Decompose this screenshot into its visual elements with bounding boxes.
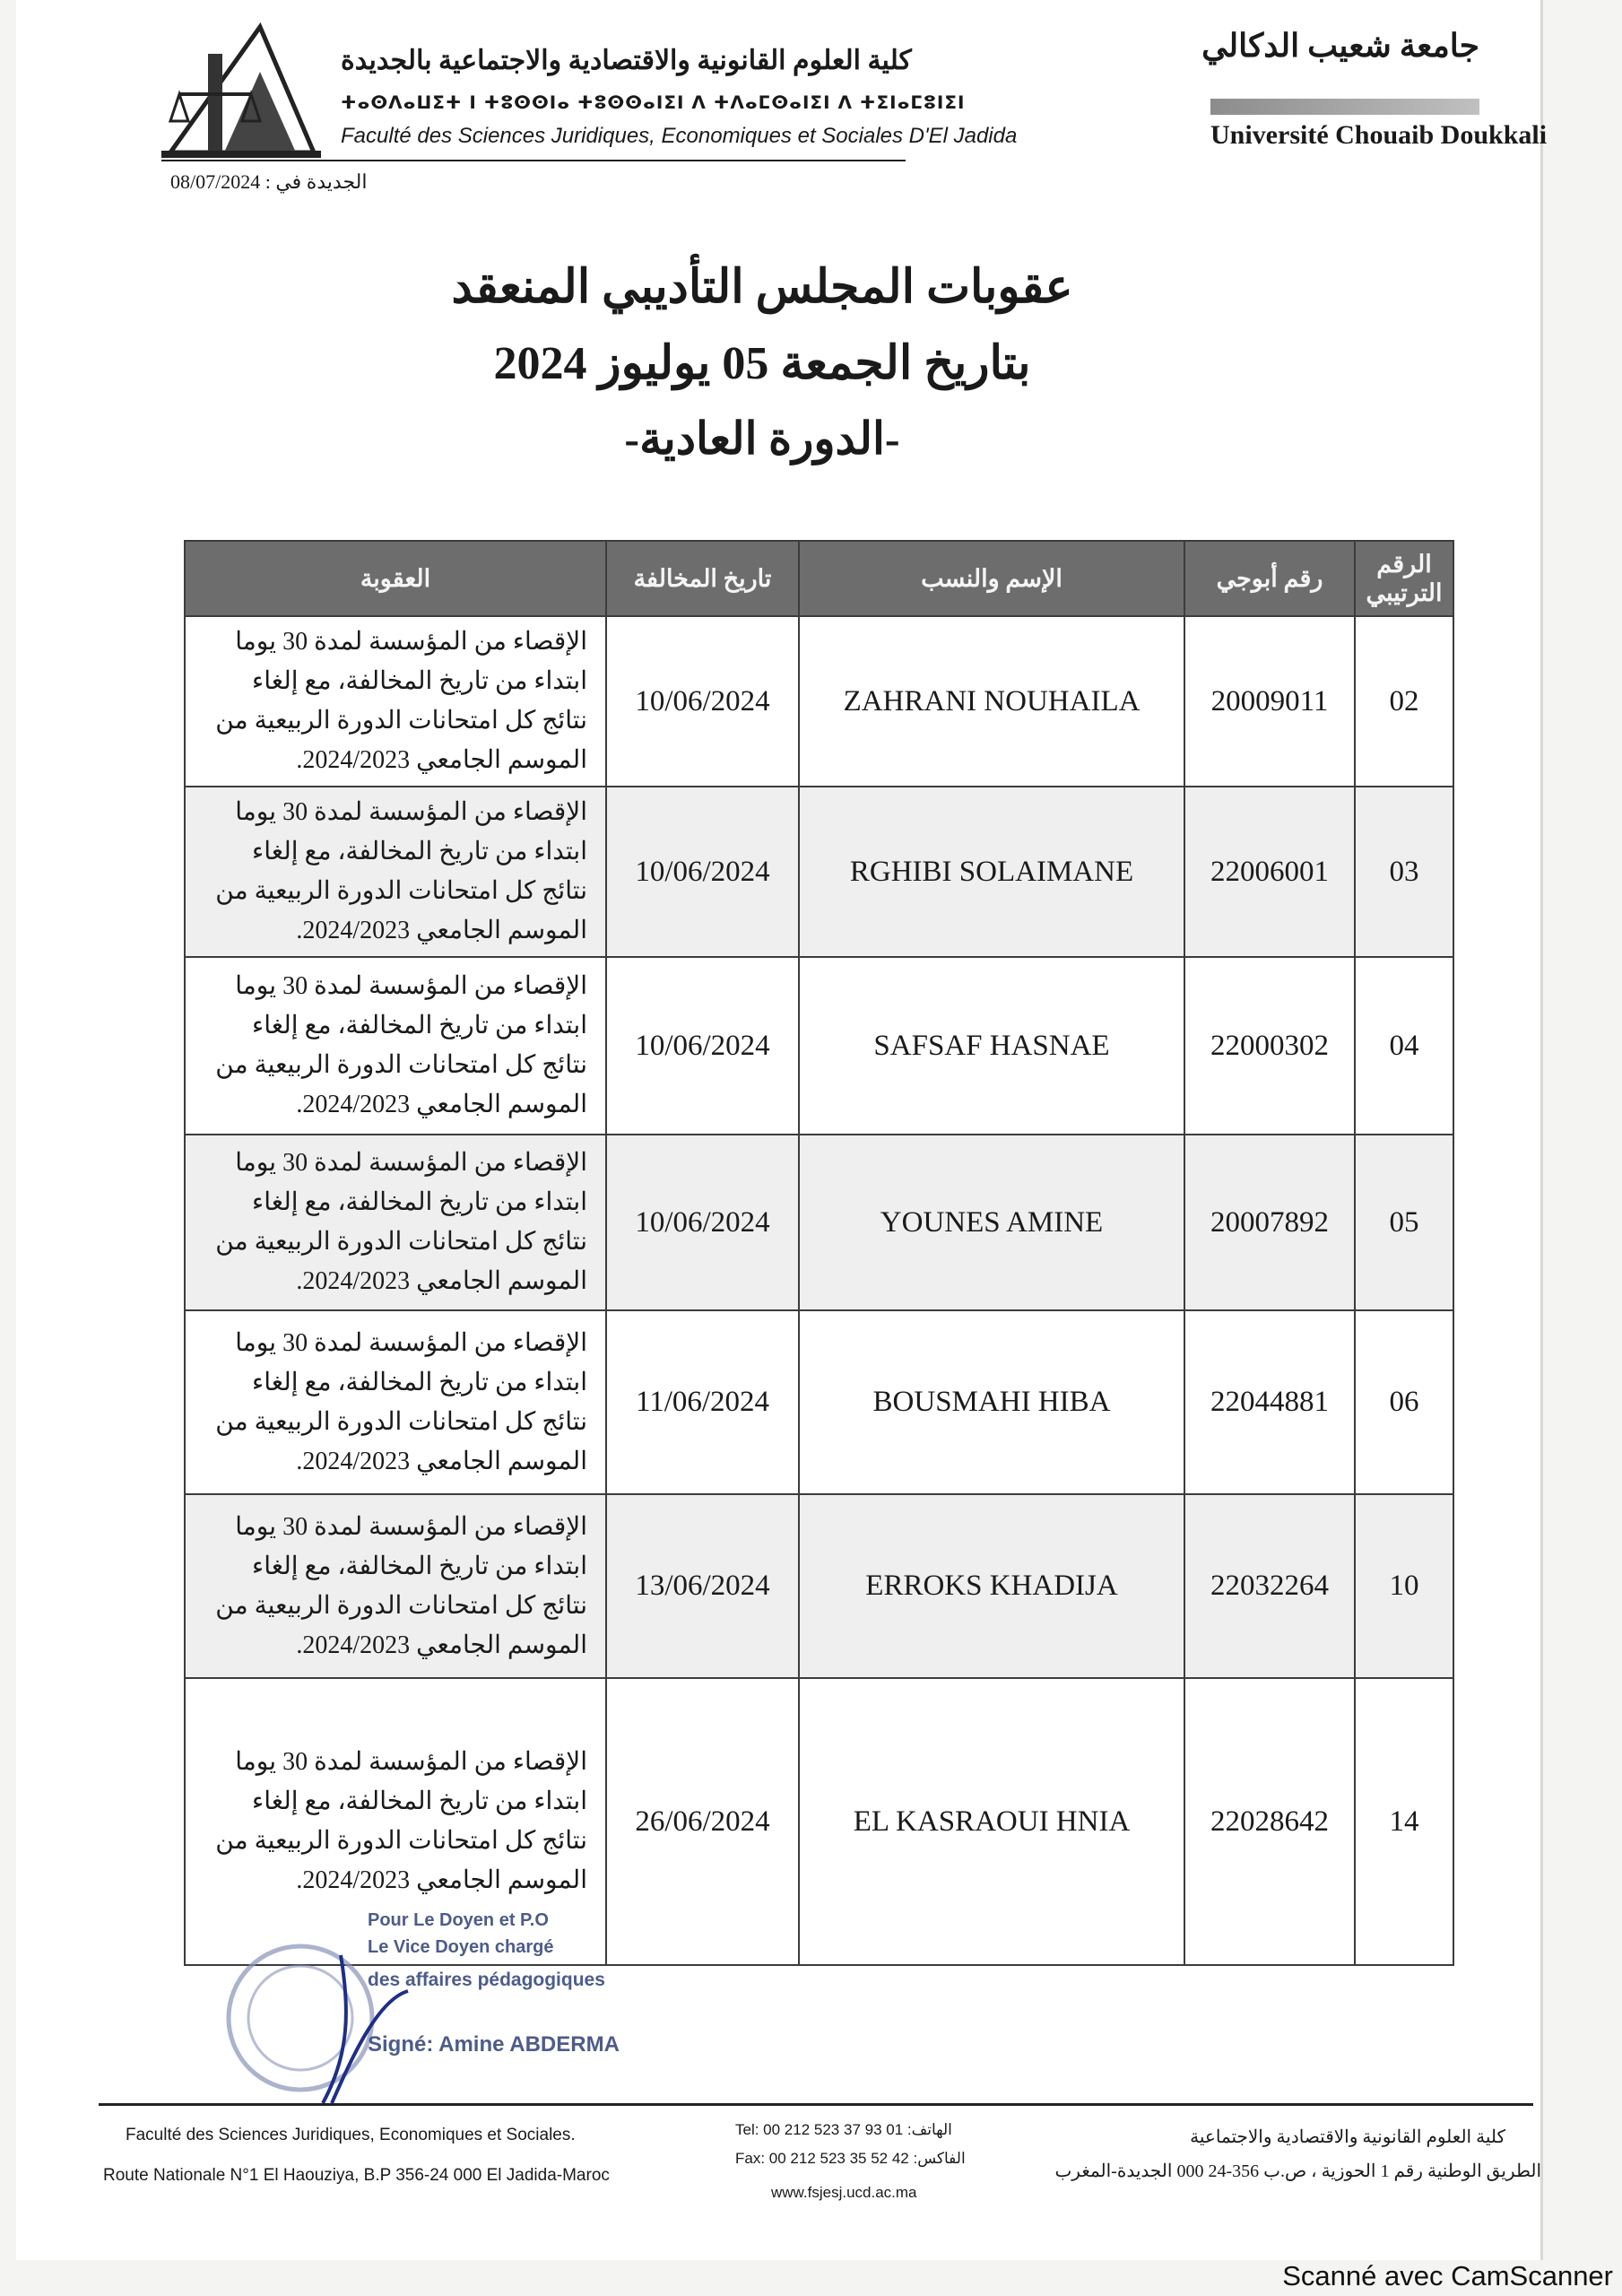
cell-rank: 02: [1355, 616, 1453, 787]
faculty-emblem-logo: [161, 18, 323, 161]
cell-penalty: الإقصاء من المؤسسة لمدة 30 يوما ابتداء من تاريخ المخالفة، مع إلغاء نتائج كل امتحانات الدورة الربيعية من الموسم الجامعي 2024/2023.: [185, 1494, 606, 1678]
university-logo-bar: [1210, 99, 1479, 115]
table-row: [185, 616, 1453, 787]
cell-name: SAFSAF HASNAE: [799, 957, 1184, 1135]
footer-divider: [99, 2103, 1533, 2106]
cell-rank: 14: [1355, 1678, 1453, 1965]
document-subtitle-date: بتاريخ الجمعة 05 يوليوز 2024: [493, 338, 1031, 389]
faculty-header: [161, 18, 1018, 170]
cell-apogee: 20007892: [1184, 1135, 1355, 1310]
signature-line-3: des affaires pédagogiques: [368, 1970, 605, 1990]
cell-apogee: 20009011: [1184, 616, 1355, 787]
signature-line-2: Le Vice Doyen chargé: [368, 1937, 554, 1957]
cell-name: YOUNES AMINE: [799, 1135, 1184, 1310]
university-name-arabic: جامعة شعيب الدكالي: [1201, 28, 1479, 64]
footer-fax: Fax: 00 212 523 35 52 42 :الفاكس: [735, 2150, 966, 2167]
cell-date: 13/06/2024: [606, 1494, 799, 1678]
cell-rank: 04: [1355, 957, 1453, 1135]
document-date: الجديدة في : 08/07/2024: [170, 170, 368, 193]
cell-rank: 05: [1355, 1135, 1453, 1310]
cell-name: ERROKS KHADIJA: [799, 1494, 1184, 1678]
footer-faculty-name-arabic: كلية العلوم القانونية والاقتصادية والاجتماعية: [1190, 2127, 1505, 2147]
table-row: [185, 1135, 1453, 1310]
cell-apogee: 22044881: [1184, 1310, 1355, 1494]
table-row: [185, 1310, 1453, 1494]
cell-apogee: 22028642: [1184, 1678, 1355, 1965]
cell-penalty: الإقصاء من المؤسسة لمدة 30 يوما ابتداء من تاريخ المخالفة، مع إلغاء نتائج كل امتحانات الدورة الربيعية من الموسم الجامعي 2024/2023.: [185, 787, 606, 957]
header-divider: [161, 160, 906, 161]
header-rank: الرقم الترتيبي: [1355, 541, 1453, 616]
cell-date: 11/06/2024: [606, 1310, 799, 1494]
footer-address-arabic: الطريق الوطنية رقم 1 الحوزية ، ص.ب 356-24 000 الجديدة-المغرب: [1054, 2161, 1541, 2181]
cell-apogee: 22000302: [1184, 957, 1355, 1135]
cell-rank: 10: [1355, 1494, 1453, 1678]
document-session: -الدورة العادية-: [624, 413, 900, 464]
faculty-name-french: Faculté des Sciences Juridiques, Economiques et Sociales D'El Jadida: [341, 124, 1018, 148]
cell-name: ZAHRANI NOUHAILA: [799, 616, 1184, 787]
cell-name: EL KASRAOUI HNIA: [799, 1678, 1184, 1965]
cell-penalty: الإقصاء من المؤسسة لمدة 30 يوما ابتداء من تاريخ المخالفة، مع إلغاء نتائج كل امتحانات الدورة الربيعية من الموسم الجامعي 2024/2023.: [185, 1310, 606, 1494]
cell-date: 26/06/2024: [606, 1678, 799, 1965]
header-date: تاريخ المخالفة: [606, 541, 799, 616]
cell-rank: 06: [1355, 1310, 1453, 1494]
faculty-name-arabic: كلية العلوم القانونية والاقتصادية والاجتماعية بالجديدة: [341, 46, 912, 75]
header-penalty: العقوبة: [185, 541, 606, 616]
footer-website-link[interactable]: www.fsjesj.ucd.ac.ma: [771, 2184, 917, 2201]
cell-date: 10/06/2024: [606, 957, 799, 1135]
cell-penalty: الإقصاء من المؤسسة لمدة 30 يوما ابتداء من تاريخ المخالفة، مع إلغاء نتائج كل امتحانات الدورة الربيعية من الموسم الجامعي 2024/2023.: [185, 957, 606, 1135]
footer-faculty-name: Faculté des Sciences Juridiques, Economiques et Sociales.: [126, 2126, 576, 2144]
table-header-row: [185, 541, 1453, 616]
cell-date: 10/06/2024: [606, 787, 799, 957]
table-row: [185, 787, 1453, 957]
table-row: [185, 1494, 1453, 1678]
cell-date: 10/06/2024: [606, 616, 799, 787]
header-apogee: رقم أبوجي: [1184, 541, 1355, 616]
document-title: عقوبات المجلس التأديبي المنعقد: [451, 262, 1073, 313]
cell-rank: 03: [1355, 787, 1453, 957]
camscanner-watermark: Scanné avec CamScanner: [1282, 2260, 1613, 2292]
cell-penalty: الإقصاء من المؤسسة لمدة 30 يوما ابتداء من تاريخ المخالفة، مع إلغاء نتائج كل امتحانات الدورة الربيعية من الموسم الجامعي 2024/2023.: [185, 616, 606, 787]
signature-line-1: Pour Le Doyen et P.O: [368, 1910, 549, 1930]
cell-penalty: الإقصاء من المؤسسة لمدة 30 يوما ابتداء من تاريخ المخالفة، مع إلغاء نتائج كل امتحانات الدورة الربيعية من الموسم الجامعي 2024/2023.: [185, 1678, 606, 1965]
cell-date: 10/06/2024: [606, 1135, 799, 1310]
sanctions-table: [184, 540, 1453, 1966]
cell-name: BOUSMAHI HIBA: [799, 1310, 1184, 1494]
table-row: [185, 957, 1453, 1135]
cell-apogee: 22006001: [1184, 787, 1355, 957]
signature-signed-name: Signé: Amine ABDERMA: [368, 2032, 620, 2057]
university-name-french: Université Chouaib Doukkali: [1210, 120, 1548, 150]
faculty-name-tifinagh: ⵜⴰⵙⴷⴰⵡⵉⵜ ⵏ ⵜⵓⵙⵙⵏⴰ ⵜⵓⵙⵙⴰⵏⵉⵏ ⴷ ⵜⴷⴰⵎⵙⴰⵏⵉⵏ ⴷ ⵜⵉⵏⴰⵎⵓⵏⵉⵏ: [341, 91, 966, 113]
header-name: الإسم والنسب: [799, 541, 1184, 616]
cell-apogee: 22032264: [1184, 1494, 1355, 1678]
footer-phone: Tel: 00 212 523 37 93 01 :الهاتف: [735, 2121, 952, 2138]
footer-address: Route Nationale N°1 El Haouziya, B.P 356-24 000 El Jadida-Maroc: [103, 2166, 610, 2185]
cell-penalty: الإقصاء من المؤسسة لمدة 30 يوما ابتداء من تاريخ المخالفة، مع إلغاء نتائج كل امتحانات الدورة الربيعية من الموسم الجامعي 2024/2023.: [185, 1135, 606, 1310]
university-header: [1193, 27, 1548, 161]
cell-name: RGHIBI SOLAIMANE: [799, 787, 1184, 957]
